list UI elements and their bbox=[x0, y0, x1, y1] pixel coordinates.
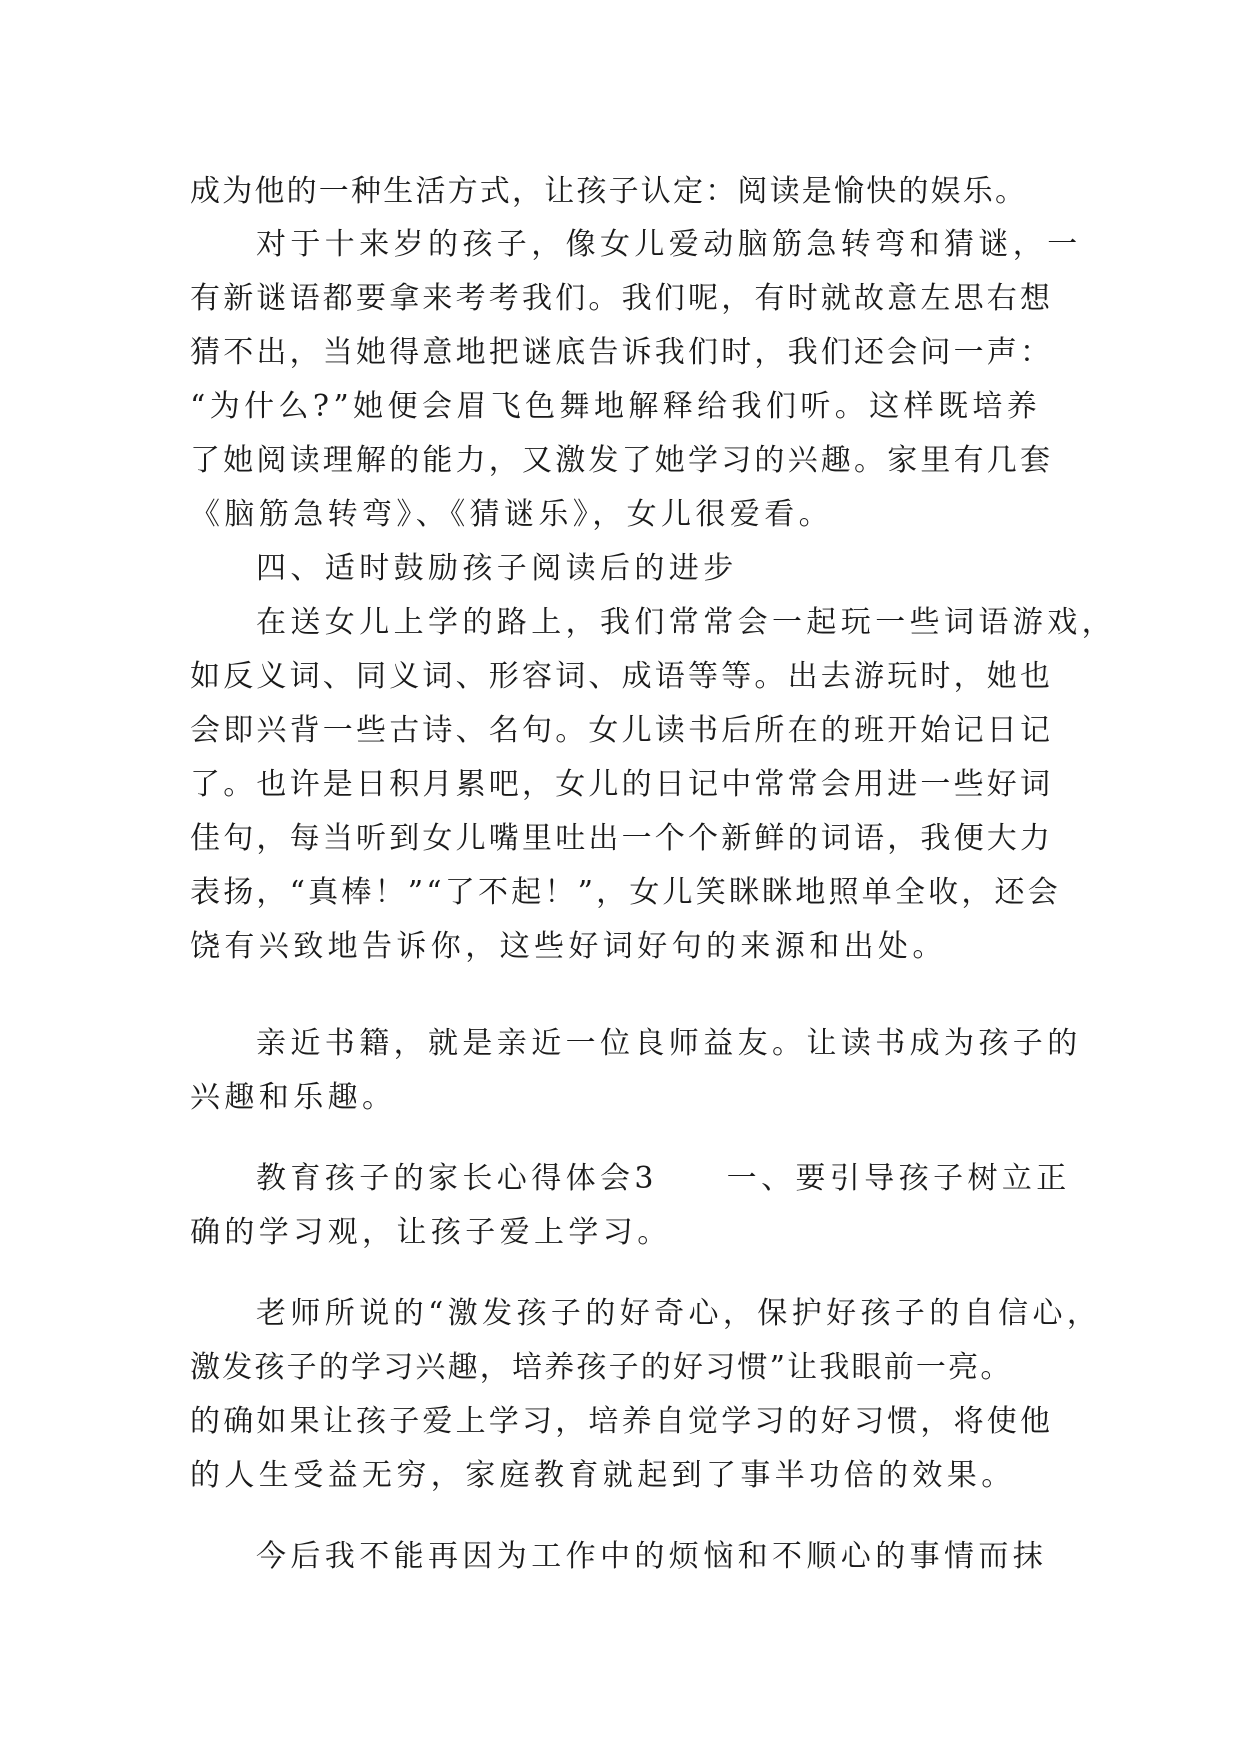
paragraph-line: 佳句，每当听到女儿嘴里吐出一个个新鲜的词语，我便大力 bbox=[190, 821, 1054, 856]
paragraph-line: 教育孩子的家长心得体会3 一、要引导孩子树立正 bbox=[256, 1161, 1071, 1196]
paragraph-line: “为什么?”她便会眉飞色舞地解释给我们听。这样既培养 bbox=[190, 389, 1042, 424]
paragraph-line: 兴趣和乐趣。 bbox=[190, 1080, 397, 1115]
paragraph-line: 老师所说的“激发孩子的好奇心，保护好孩子的自信心， bbox=[256, 1296, 1102, 1331]
paragraph-line: 《脑筋急转弯》、《猜谜乐》，女儿很爱看。 bbox=[190, 497, 833, 532]
paragraph-line: 确的学习观，让孩子爱上学习。 bbox=[190, 1215, 672, 1250]
paragraph-line: 饶有兴致地告诉你，这些好词好句的来源和出处。 bbox=[190, 929, 947, 964]
paragraph-line: 了她阅读理解的能力，又激发了她学习的兴趣。家里有几套 bbox=[190, 443, 1054, 478]
paragraph-line: 的确如果让孩子爱上学习，培养自觉学习的好习惯，将使他 bbox=[190, 1404, 1054, 1439]
paragraph-line: 表扬，“真棒！”“了不起！”，女儿笑眯眯地照单全收，还会 bbox=[190, 875, 1061, 910]
paragraph-line: 成为他的一种生活方式，让孩子认定：阅读是愉快的娱乐。 bbox=[190, 174, 1028, 209]
paragraph-line: 亲近书籍，就是亲近一位良师益友。让读书成为孩子的 bbox=[256, 1026, 1082, 1061]
paragraph-line: 今后我不能再因为工作中的烦恼和不顺心的事情而抹 bbox=[256, 1539, 1048, 1574]
paragraph-line: 对于十来岁的孩子，像女儿爱动脑筋急转弯和猜谜，一 bbox=[256, 227, 1082, 262]
paragraph-line: 如反义词、同义词、形容词、成语等等。出去游玩时，她也 bbox=[190, 659, 1054, 694]
paragraph-line: 猜不出，当她得意地把谜底告诉我们时，我们还会问一声： bbox=[190, 335, 1054, 370]
paragraph-line: 的人生受益无穷，家庭教育就起到了事半功倍的效果。 bbox=[190, 1458, 1016, 1493]
paragraph-line: 了。也许是日积月累吧，女儿的日记中常常会用进一些好词 bbox=[190, 767, 1054, 802]
paragraph-line: 有新谜语都要拿来考考我们。我们呢，有时就故意左思右想 bbox=[190, 281, 1054, 316]
paragraph-line: 会即兴背一些古诗、名句。女儿读书后所在的班开始记日记 bbox=[190, 713, 1054, 748]
paragraph-line: 激发孩子的学习兴趣，培养孩子的好习惯”让我眼前一亮。 bbox=[190, 1350, 1013, 1385]
paragraph-line: 在送女儿上学的路上，我们常常会一起玩一些词语游戏， bbox=[256, 605, 1116, 640]
section-heading: 四、适时鼓励孩子阅读后的进步 bbox=[256, 551, 738, 586]
